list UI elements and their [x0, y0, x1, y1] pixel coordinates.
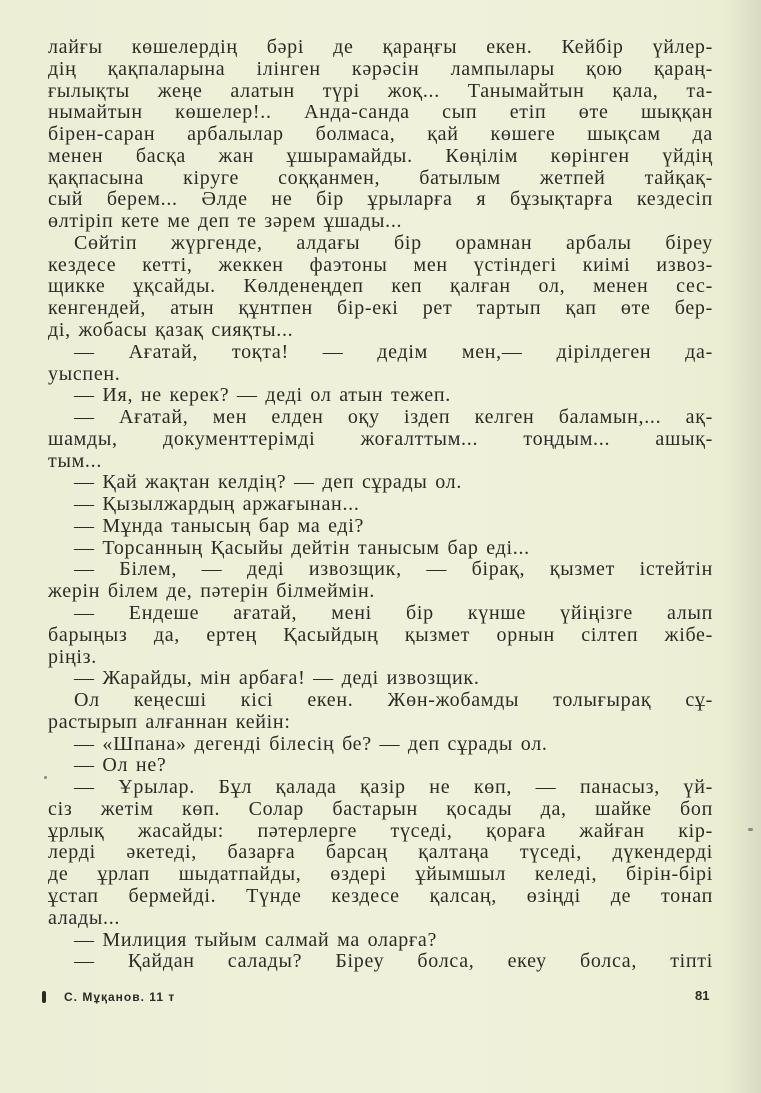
text-line: — Ол не?	[74, 754, 167, 777]
text-line: — Торсанның Қасыйы дейтін танысым бар еді...	[74, 536, 530, 559]
text-line: растырып алғаннан кейін:	[48, 710, 291, 733]
scan-speck	[44, 776, 47, 779]
text-line: де ұрлап шыдатпайды, өздері ұйымшыл келеді, бірін-бірі	[48, 863, 713, 886]
text-line: кенгендей, атын құнтпен бір-екі рет тартып қап өте бер-	[48, 297, 713, 320]
text-line: шамды, документтерімді жоғалттым... тоңдым... ашық-	[48, 427, 713, 450]
text-line: — Қайдан салады? Біреу болса, екеу болса, тіпті	[74, 950, 713, 973]
page-number: 81	[695, 988, 710, 1003]
text-line: қақпасына кіруге соққанмен, батылым жетпей тайқақ-	[48, 166, 713, 189]
text-line: — Мұнда танысың бар ма еді?	[74, 514, 365, 537]
text-line: — Қай жақтан келдің? — деп сұрады ол.	[74, 471, 463, 494]
text-line: ғылықты жеңе алатын түрі жоқ... Танымайтын қала, та-	[48, 79, 713, 102]
text-line: — Ия, не керек? — деді ол атын тежеп.	[74, 384, 451, 407]
print-mark-icon	[42, 991, 46, 1003]
text-line: сіз жетім көп. Солар бастарын қосады да, шайке боп	[48, 797, 713, 820]
text-line: ріңіз.	[48, 645, 97, 668]
text-line: алады...	[48, 906, 121, 929]
text-line: — Ағатай, мен елден оқу іздеп келген баламын,... ақ-	[74, 406, 713, 429]
text-line: кездесе кетті, жеккен фаэтоны мен үстіндегі киімі извоз-	[48, 253, 713, 276]
text-line: бірен-саран арбалылар болмаса, қай көшеге шықсам да	[48, 123, 713, 146]
text-line: дің қақпаларына ілінген кәрәсін лампылары қою қараң-	[48, 57, 713, 80]
text-line: лерді әкетеді, базарға барсаң қалтаңа түседі, дүкендерді	[48, 841, 713, 864]
text-line: щикке ұқсайды. Көлденеңдеп кеп қалған ол, менен сес-	[48, 275, 713, 298]
text-line: барыңыз да, ертең Қасыйдың қызмет орнын сілтеп жібе-	[48, 623, 713, 646]
text-line: ұрлық жасайды: пәтерлерге түседі, қораға жайған кір-	[48, 819, 713, 842]
text-line: — «Шпана» дегенді білесің бе? — деп сұрады ол.	[74, 732, 548, 755]
text-line: сый берем... Әлде не бір ұрыларға я бұзықтарға кездесіп	[48, 188, 713, 211]
text-line: — Қызылжардың аржағынан...	[74, 493, 360, 516]
text-line: лайғы көшелердің бәрі де қараңғы екен. Кейбір үйлер-	[48, 36, 713, 58]
text-line: жерін білем де, пәтерін білмеймін.	[48, 580, 376, 603]
text-line: — Ендеше ағатай, мені бір күнше үйіңізге алып	[74, 602, 713, 625]
text-line: — Жарайды, мін арбаға! — деді извозщик.	[74, 667, 480, 690]
signature-text: С. Мұқанов. 11 т	[64, 990, 176, 1004]
text-line: нымайтын көшелер!.. Анда-санда сып етіп өте шыққан	[48, 101, 713, 124]
text-line: тым...	[48, 449, 103, 472]
footer-signature	[42, 990, 175, 1004]
text-line: менен басқа жан ұшырамайды. Көңілім көрінген үйдің	[48, 144, 713, 167]
text-line: ұстап бермейді. Түнде кездесе қалсаң, өзіңді де тонап	[48, 885, 713, 908]
text-line: — Ағатай, тоқта! — дедім мен,— дірілдеген да-	[74, 340, 713, 363]
text-line: өлтіріп кете ме деп те зәрем ұшады...	[48, 210, 403, 233]
text-line: Сөйтіп жүргенде, алдағы бір орамнан арбалы біреу	[74, 231, 713, 254]
text-line: — Ұрылар. Бұл қалада қазір не көп, — панасыз, үй-	[74, 776, 713, 799]
text-line: уыспен.	[48, 362, 121, 385]
text-line: — Білем, — деді извозщик, — бірақ, қызмет істейтін	[74, 558, 713, 581]
text-line: ді, жобасы қазақ сияқты...	[48, 319, 294, 341]
text-line: — Милиция тыйым салмай ма оларға?	[74, 928, 438, 951]
text-line: Ол кеңесші кісі екен. Жөн-жобамды толығырақ сұ-	[74, 689, 713, 712]
scan-speck	[748, 828, 753, 831]
